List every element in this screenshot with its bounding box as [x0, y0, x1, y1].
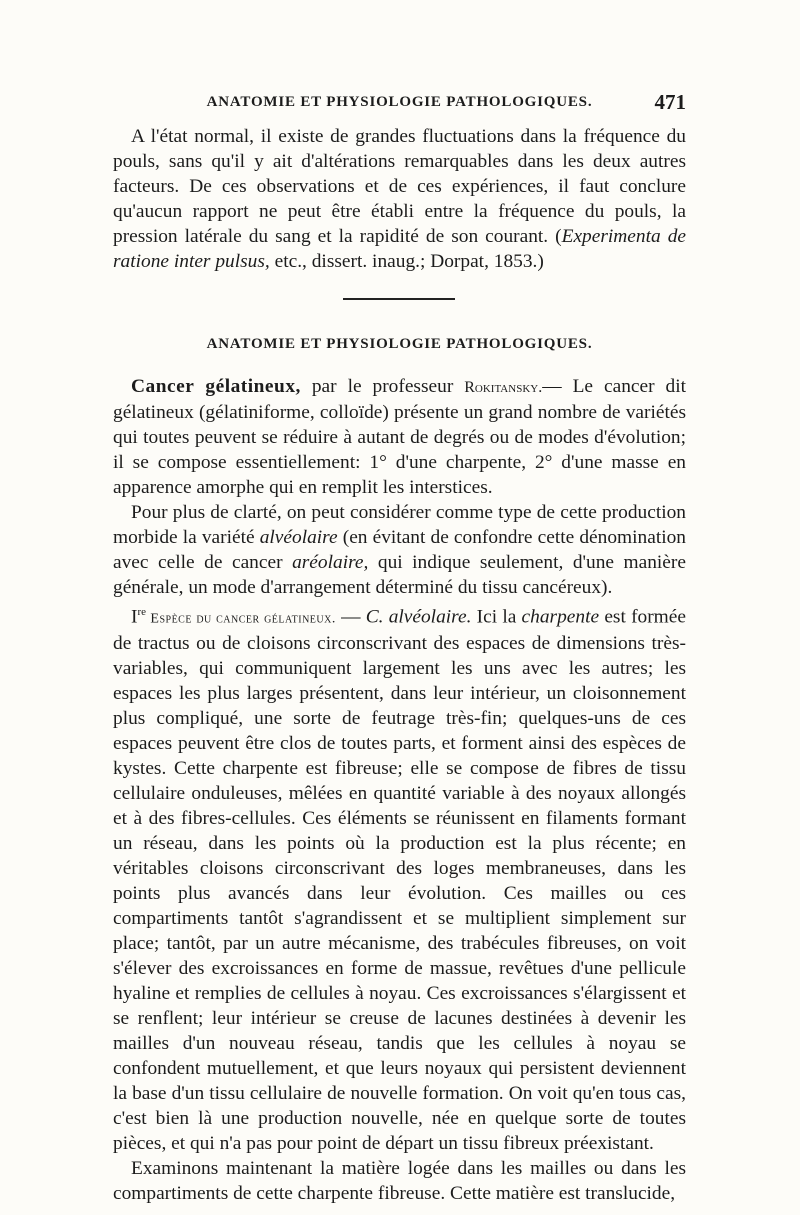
article-body	[113, 374, 686, 1206]
article-p1-text: — Le cancer dit gélatineux (gélatiniforme, colloïde) présente un grand nombre de variétés qui toutes peuvent se réduire à autant de degrés ou de modes d'évolution; il se compose essentiellement: 1° d'une charpente, 2° d'une masse en apparence amorphe qui en remplit les interstices.	[113, 376, 687, 498]
article-p3-text-a: Ici la	[471, 606, 522, 628]
article-p3-superscript: re	[137, 606, 147, 618]
intro-paragraph	[113, 124, 686, 274]
article-paragraph-4: Examinons maintenant la matière logée dans les mailles ou dans les compartiments de cette charpente fibreuse. Cette matière est translucide,	[113, 1158, 686, 1205]
article-author: Rokitansky.	[464, 379, 543, 396]
article-p3-italic-1: C. alvéolaire.	[365, 606, 472, 628]
intro-block	[113, 124, 686, 274]
intro-text-2: etc., dissert. inaug.; Dorpat, 1853.)	[269, 251, 544, 272]
article-p3-numeral: I	[131, 606, 138, 628]
article-paragraph-3	[113, 600, 686, 1156]
section-divider	[343, 298, 455, 300]
article-p3-italic-2: charpente	[521, 606, 600, 628]
article-p2-text-b: (en évitant de confondre cette dénomination avec celle de cancer	[113, 527, 686, 573]
article-heading: Cancer gélatineux,	[131, 376, 301, 397]
article-paragraph-2	[113, 500, 686, 600]
article-byline: par le professeur	[300, 376, 465, 397]
article-p2-italic-2: aréolaire,	[292, 552, 369, 573]
article-p3-text-b: est formée de tractus ou de cloisons circonscrivant des espaces de dimensions très-variables, qui communiquent largement les uns avec les autres; les espaces les plus larges présentent, dans leur intérieur, un cloisonnement plus compliqué, une sorte de feutrage très-fin; quelques-uns de ces espaces peuvent être clos de toutes parts, et forment ainsi des espèces de kystes. Cette charpente est fibreuse; elle se compose de fibres de tissu cellulaire onduleuses, mêlées en quantité variable à des noyaux allongés et à des fibres-cellules. Ces éléments se réunissent en filaments formant un réseau, dans les points où la production est la plus récente; en véritables cloisons circonscrivant des loges membraneuses, dans les points plus avancés dans leur évolution. Ces mailles ou ces compartiments tantôt s'agrandissent et se multiplient simplement sur place; tantôt, par un autre mécanisme, des trabécules fibreuses, on voit s'élever des excroissances en forme de massue, revêtues d'une pellicule hyaline et remplies de cellules à noyau. Ces excroissances s'élargissent et se renflent; leur intérieur se creuse de lacunes destinées à devenir les mailles d'un nouveau réseau, tandis que les cellules à noyau se confondent mutuellement, et que leurs noyaux qui persistent deviennent la base d'un tissu cellulaire de nouvelle formation. On voit qu'en tous cas, c'est bien là une production nouvelle, née en quelque sorte de toutes pièces, et qui n'a pas pour point de départ un tissu fibreux préexistant.	[113, 606, 686, 1155]
running-head	[113, 92, 686, 118]
intro-citation: Experimenta de ratione inter pulsus,	[113, 226, 686, 272]
article-p2-text-c: qui indique seulement, d'une manière générale, un mode d'arrangement déterminé du tissu cancéreux).	[113, 552, 686, 598]
page-number: 471	[654, 90, 686, 114]
section-title: ANATOMIE ET PHYSIOLOGIE PATHOLOGIQUES.	[206, 336, 593, 352]
article-p2-italic-1: alvéolaire	[259, 527, 338, 548]
article-p2-text-a: Pour plus de clarté, on peut considérer comme type de cette production morbide la variété	[113, 502, 686, 548]
article-p3-dash: —	[335, 606, 366, 628]
article-paragraph-1	[113, 374, 686, 500]
intro-text-1: A l'état normal, il existe de grandes fluctuations dans la fréquence du pouls, sans qu'il y ait d'altérations remarquables dans les deux autres facteurs. De ces observations et de ces expériences, il faut conclure qu'aucun rapport ne peut être établi entre la fréquence du pouls, la pression latérale du sang et la rapidité de son courant. (	[113, 126, 686, 247]
running-head-title: ANATOMIE ET PHYSIOLOGIE PATHOLOGIQUES.	[206, 94, 593, 110]
article-p3-label: Espèce du cancer gélatineux.	[146, 611, 336, 627]
